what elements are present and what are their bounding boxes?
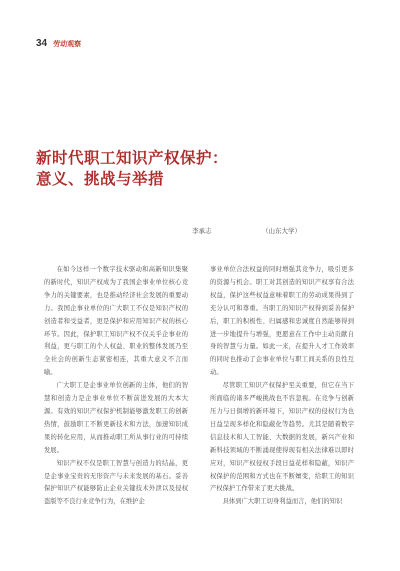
paragraph: 知识产权不仅是职工智慧与创造力的结晶，更是企事业宝贵的无形资产与未来发展的基石。妥善保护知识产权能够防止企业关键技术外泄以及侵权盗版等不良行业竞争行为，在维护企 [44,459,188,506]
paragraph: 广大职工是企事业单位创新的主体，他们的智慧和创造力是企事业单位不断前进发展的大本大源。有效的知识产权保护机制能够激发职工的创新热情，鼓励职工不断更新技术和方法，加速知识成果的转化应用，从而推动职工所从事行业的可持续发展。 [44,382,188,454]
section-label: 劳动观察 [53,39,82,48]
paragraph-continued: 事业单位合法权益的同时增强其竞争力，吸引更多的资源与机会。职工对其创造的知识产权享有合法权益，保护这些权益意味着职工的劳动成果得到了充分认可和尊重。当职工的知识产权得到妥善保护后，职工的积极性、归属感和忠诚度自然能够得到进一步地提升与增强，更愿意在工作中主动贡献自身的智慧与力量。如此一来，在提升人才工作效率的同时也推动了企事业单位与职工间关系的良性互动。 [210,266,354,377]
right-column [210,264,354,509]
title-line-2: 意义、挑战与举措 [36,170,165,188]
author-affiliation: （山东大学） [262,227,301,235]
title-line-1: 新时代职工知识产权保护： [36,149,229,167]
page-header [36,38,81,49]
page-number: 34 [36,38,48,49]
paragraph: 具体到广大职工切身利益而言，他们的知识 [222,498,343,506]
author-name: 李承志 [192,227,212,235]
article-title [36,148,366,190]
paragraph: 尽管职工知识产权保护至关重要，但它在当下所面临的诸多严峻挑战也不容忽视。在竞争与创新压力与日俱增的新环境下，知识产权的侵权行为也日益呈现多样化和隐蔽化等趋势。尤其是随着数字信息技术和人工智能、大数据的发展，新兴产业和新科技领域的不断涌现使得现有相关法律难以即时应对，知识产权侵权手段日益花样和隐蔽，知识产权保护的范围和方式也在不断嬗变，给职工的知识产权保护工作带来了更大挑战。 [210,382,354,493]
paragraph: 在如今这样一个数字技术驱动和高新知识集聚的新时代，知识产权成为了我国企事业单位核心竞争力的关键要素，也是推动经济社会发展的重要动力。我国企事业单位的广大职工不仅是知识产权的创造者和受益者，更是保护和应用知识产权的核心环节。因此，保护职工知识产权不仅关乎企事业的利益，更与职工的个人权益、职业的整体发展乃至全社会的创新生态紧密相连，其重大意义不言而喻。 [44,266,188,377]
left-column [44,264,188,509]
